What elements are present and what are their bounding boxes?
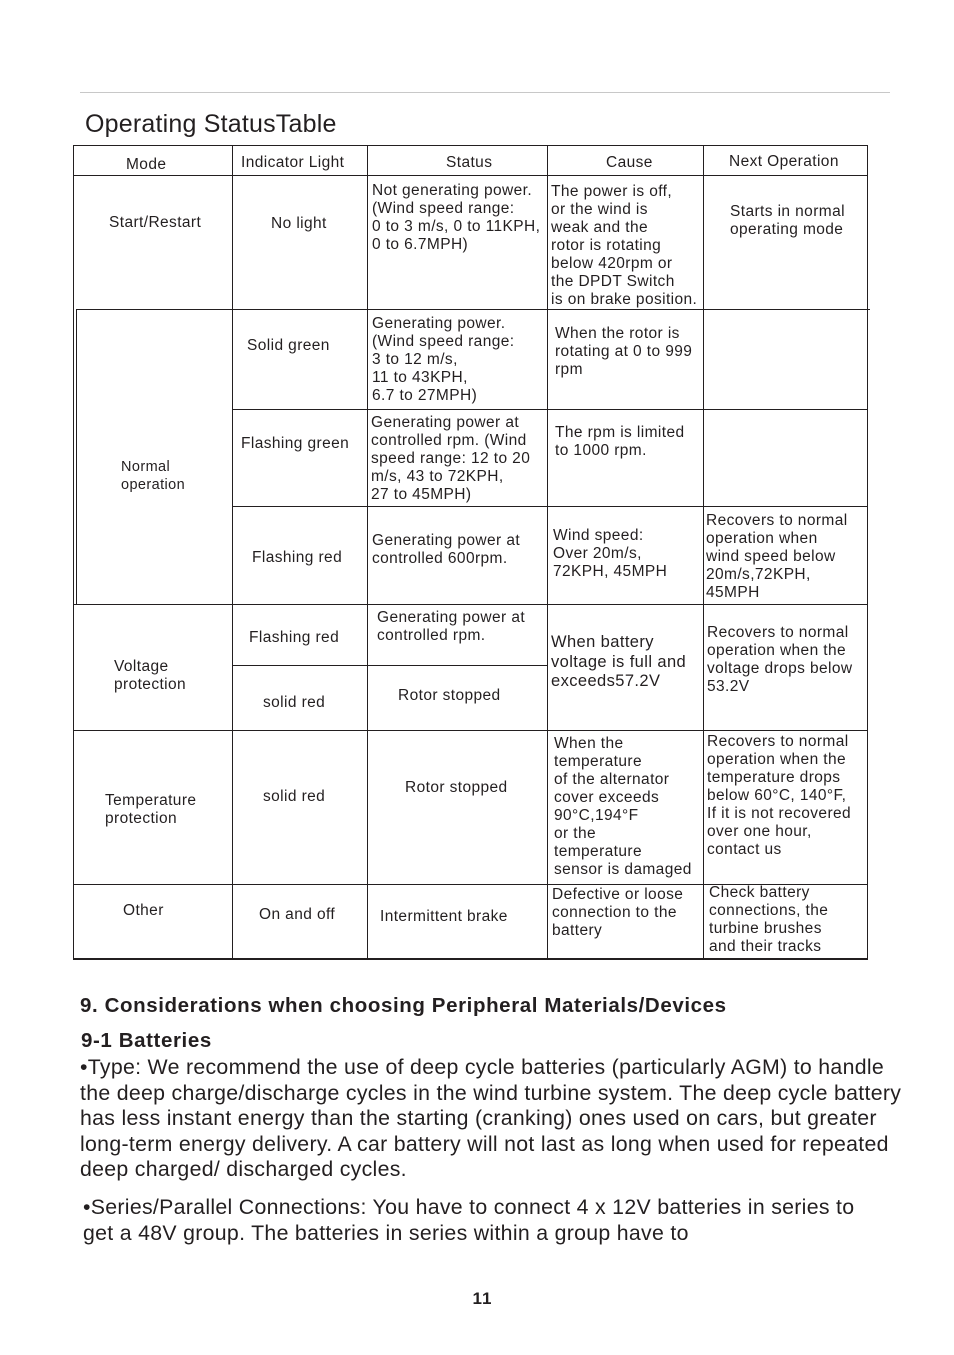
cause-flashing-red: Wind speed: Over 20m/s, 72KPH, 45MPH bbox=[553, 527, 668, 580]
cause-solid-green: When the rotor is rotating at 0 to 999 rpm bbox=[555, 325, 693, 378]
grid-line bbox=[867, 145, 868, 960]
indicator-no-light: No light bbox=[271, 215, 327, 232]
grid-line bbox=[73, 145, 74, 610]
grid-line bbox=[73, 604, 74, 960]
grid-line bbox=[232, 506, 868, 507]
mode-normal-operation: Normal operation bbox=[121, 459, 186, 493]
header-indicator-light: Indicator Light bbox=[241, 154, 345, 171]
indicator-temperature-solid-red: solid red bbox=[263, 788, 326, 805]
grid-line bbox=[232, 409, 868, 410]
grid-line bbox=[73, 175, 868, 176]
grid-line bbox=[703, 145, 704, 960]
grid-line bbox=[73, 958, 868, 960]
grid-line bbox=[73, 604, 868, 605]
status-voltage-flashing-red: Generating power at controlled rpm. bbox=[377, 609, 526, 644]
subsection-heading: 9-1 Batteries bbox=[81, 1029, 212, 1052]
status-other: Intermittent brake bbox=[380, 908, 508, 925]
indicator-solid-green: Solid green bbox=[247, 337, 330, 354]
next-start: Starts in normal operating mode bbox=[730, 203, 845, 238]
next-other: Check battery connections, the turbine brushes and their tracks bbox=[709, 884, 829, 955]
next-voltage: Recovers to normal operation when the voltage drops below 53.2V bbox=[707, 624, 853, 695]
indicator-flashing-green: Flashing green bbox=[241, 435, 350, 452]
grid-line bbox=[76, 309, 77, 605]
status-voltage-solid-red: Rotor stopped bbox=[398, 687, 501, 704]
status-temperature: Rotor stopped bbox=[405, 779, 508, 796]
indicator-on-and-off: On and off bbox=[259, 906, 336, 923]
indicator-voltage-solid-red: solid red bbox=[263, 694, 326, 711]
paragraph-series-parallel: •Series/Parallel Connections: You have to connect 4 x 12V batteries in series to get a 48V group. The batteries in series within a group have to bbox=[83, 1195, 855, 1245]
grid-line bbox=[232, 665, 548, 666]
status-start: Not generating power. (Wind speed range: 0 to 3 m/s, 0 to 11KPH, 0 to 6.7MPH) bbox=[372, 182, 541, 253]
grid-line bbox=[73, 730, 868, 731]
grid-line bbox=[76, 309, 870, 310]
paragraph-type: •Type: We recommend the use of deep cycle batteries (particularly AGM) to handle the deep charge/discharge cycles in the wind turbine system. The deep cycle battery has less instant energy than the starting (cranking) ones used on cars, but greater long-term energy delivery. A car battery will not last as long when used for repeated deep charged/ discharged cycles. bbox=[80, 1055, 902, 1181]
header-cause: Cause bbox=[606, 154, 653, 171]
section-heading: 9. Considerations when choosing Peripheral Materials/Devices bbox=[80, 994, 727, 1017]
cause-other: Defective or loose connection to the battery bbox=[552, 886, 684, 939]
mode-voltage-protection: Voltage protection bbox=[114, 658, 187, 693]
next-temperature: Recovers to normal operation when the temperature drops below 60°C, 140°F, If it is not recovered over one hour, contact us bbox=[707, 733, 852, 858]
grid-line bbox=[232, 145, 233, 960]
status-flashing-green: Generating power at controlled rpm. (Wind speed range: 12 to 20 m/s, 43 to 72KPH, 27 to 45MPH) bbox=[371, 414, 531, 503]
next-flashing-red: Recovers to normal operation when wind speed below 20m/s,72KPH, 45MPH bbox=[706, 512, 848, 601]
indicator-voltage-flashing-red: Flashing red bbox=[249, 629, 340, 646]
status-solid-green: Generating power. (Wind speed range: 3 to 12 m/s, 11 to 43KPH, 6.7 to 27MPH) bbox=[372, 315, 515, 404]
mode-other: Other bbox=[123, 902, 164, 919]
mode-start-restart: Start/Restart bbox=[109, 214, 202, 231]
header-mode: Mode bbox=[126, 156, 167, 173]
table-title: Operating StatusTable bbox=[85, 110, 337, 138]
indicator-flashing-red: Flashing red bbox=[252, 549, 343, 566]
cause-start: The power is off, or the wind is weak and the rotor is rotating below 420rpm or the DPDT Switch is on brake position. bbox=[551, 183, 698, 308]
cause-flashing-green: The rpm is limited to 1000 rpm. bbox=[555, 424, 685, 459]
mode-temperature-protection: Temperature protection bbox=[105, 792, 197, 827]
header-next-operation: Next Operation bbox=[729, 153, 839, 170]
page-number: 11 bbox=[472, 1289, 493, 1308]
header-status: Status bbox=[446, 154, 493, 171]
cause-temperature: When the temperature of the alternator cover exceeds 90°C,194°F or the temperature sensor is damaged bbox=[554, 735, 692, 878]
cause-voltage: When battery voltage is full and exceeds57.2V bbox=[551, 633, 687, 690]
grid-line bbox=[367, 145, 368, 960]
grid-line bbox=[547, 145, 548, 960]
top-rule bbox=[80, 92, 890, 93]
status-flashing-red: Generating power at controlled 600rpm. bbox=[372, 532, 521, 567]
grid-line bbox=[73, 145, 868, 146]
